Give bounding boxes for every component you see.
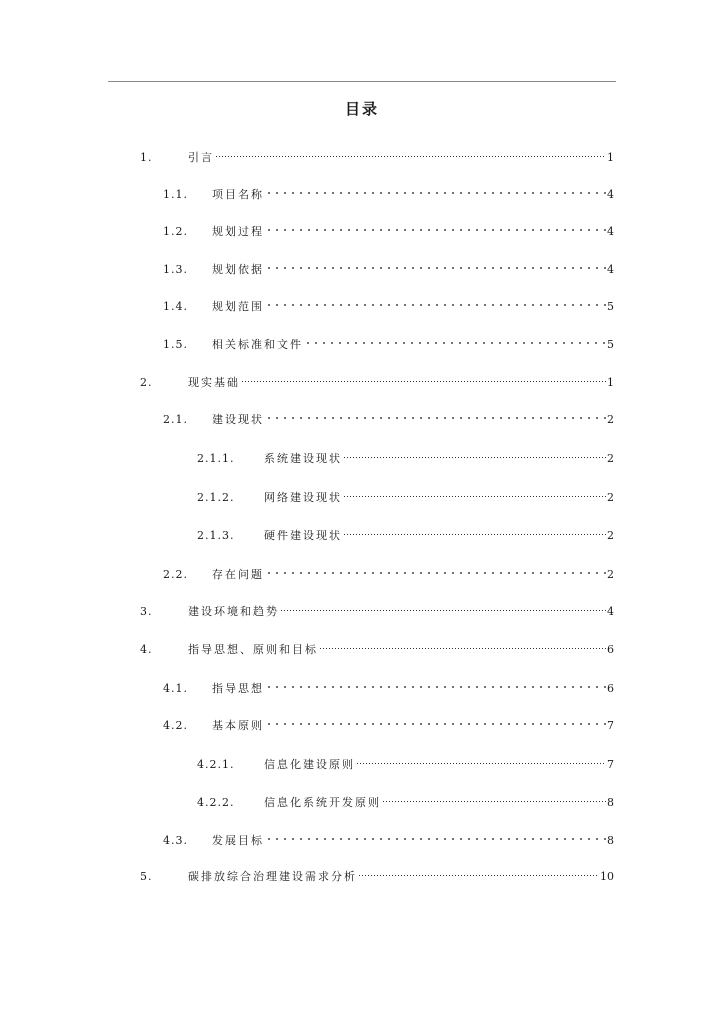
toc-entry-number: 2.1.2. bbox=[197, 491, 235, 504]
toc-entry[interactable] bbox=[163, 255, 614, 276]
toc-entry-number: 5. bbox=[140, 870, 153, 883]
dot-leader bbox=[265, 560, 606, 578]
toc-entry-label: 现实基础 bbox=[188, 376, 240, 389]
toc-entry[interactable] bbox=[163, 560, 614, 581]
toc-entry-number: 1.1. bbox=[163, 188, 188, 201]
toc-entry-page: 2 bbox=[607, 568, 614, 581]
toc-entry-label: 基本原则 bbox=[212, 719, 264, 732]
dot-leader bbox=[265, 711, 606, 729]
toc-entry-page: 2 bbox=[607, 529, 614, 542]
toc-entry-label: 引言 bbox=[188, 151, 214, 164]
toc-entry-page: 4 bbox=[607, 263, 614, 276]
toc-entry-number: 4.2.1. bbox=[197, 758, 235, 771]
toc-entry-label: 相关标准和文件 bbox=[212, 338, 303, 351]
toc-entry-label: 建设环境和趋势 bbox=[188, 605, 279, 618]
toc-entry-label: 指导思想 bbox=[212, 682, 264, 695]
toc-entry-number: 1.3. bbox=[163, 263, 188, 276]
dot-leader bbox=[356, 750, 606, 768]
dot-leader bbox=[265, 180, 606, 198]
toc-entry[interactable] bbox=[163, 217, 614, 238]
toc-entry-number: 4.3. bbox=[163, 834, 188, 847]
toc-entry-page: 7 bbox=[607, 758, 614, 771]
toc-entry-page: 10 bbox=[600, 870, 614, 883]
toc-entry-number: 2.2. bbox=[163, 568, 188, 581]
toc-entry-page: 5 bbox=[607, 338, 614, 351]
dot-leader bbox=[343, 521, 606, 539]
toc-entry[interactable] bbox=[163, 330, 614, 351]
toc-entry-number: 3. bbox=[140, 605, 153, 618]
dot-leader bbox=[382, 788, 606, 806]
toc-entry-number: 2. bbox=[140, 376, 153, 389]
toc-entry-page: 2 bbox=[607, 413, 614, 426]
toc-entry[interactable] bbox=[197, 483, 614, 504]
dot-leader bbox=[215, 143, 606, 161]
dot-leader bbox=[265, 217, 606, 235]
toc-entry[interactable] bbox=[140, 635, 614, 656]
toc-entry-page: 8 bbox=[607, 796, 614, 809]
dot-leader bbox=[265, 674, 606, 692]
toc-entry-label: 规划依据 bbox=[212, 263, 264, 276]
toc-entry[interactable] bbox=[140, 368, 614, 389]
toc-entry-label: 发展目标 bbox=[212, 834, 264, 847]
toc-entry-page: 4 bbox=[607, 188, 614, 201]
toc-entry[interactable] bbox=[140, 143, 614, 164]
dot-leader bbox=[280, 597, 606, 615]
toc-entry-page: 4 bbox=[607, 605, 614, 618]
toc-entry-label: 信息化建设原则 bbox=[264, 758, 355, 771]
toc-entry-number: 1.5. bbox=[163, 338, 188, 351]
toc-entry-label: 信息化系统开发原则 bbox=[264, 796, 381, 809]
toc-entry-label: 指导思想、原则和目标 bbox=[188, 643, 318, 656]
toc-entry[interactable] bbox=[197, 750, 614, 771]
toc-entry-label: 规划过程 bbox=[212, 225, 264, 238]
dot-leader bbox=[358, 862, 599, 880]
toc-entry-page: 4 bbox=[607, 225, 614, 238]
toc-entry-label: 存在问题 bbox=[212, 568, 264, 581]
dot-leader bbox=[265, 405, 606, 423]
toc-entry-label: 碳排放综合治理建设需求分析 bbox=[188, 870, 357, 883]
toc-entry[interactable] bbox=[197, 444, 614, 465]
toc-entry-page: 7 bbox=[607, 719, 614, 732]
toc-entry[interactable] bbox=[140, 597, 614, 618]
toc-entry-label: 硬件建设现状 bbox=[264, 529, 342, 542]
toc-entry-page: 6 bbox=[607, 682, 614, 695]
dot-leader bbox=[304, 330, 606, 348]
dot-leader bbox=[319, 635, 606, 653]
toc-entry-number: 4.2. bbox=[163, 719, 188, 732]
toc-entry-number: 4.2.2. bbox=[197, 796, 235, 809]
dot-leader bbox=[265, 255, 606, 273]
toc-entry[interactable] bbox=[163, 826, 614, 847]
toc-entry-number: 4. bbox=[140, 643, 153, 656]
dot-leader bbox=[241, 368, 606, 386]
toc-entry-page: 1 bbox=[607, 376, 614, 389]
dot-leader bbox=[265, 826, 606, 844]
toc-entry-label: 系统建设现状 bbox=[264, 452, 342, 465]
toc-entry[interactable] bbox=[140, 862, 614, 883]
toc-entry-page: 6 bbox=[607, 643, 614, 656]
toc-entry[interactable] bbox=[197, 521, 614, 542]
toc-entry-label: 规划范围 bbox=[212, 300, 264, 313]
toc-entry[interactable] bbox=[163, 292, 614, 313]
toc-entry[interactable] bbox=[197, 788, 614, 809]
toc-title: 目录 bbox=[344, 100, 379, 118]
toc-entry-number: 1. bbox=[140, 151, 153, 164]
dot-leader bbox=[343, 444, 606, 462]
toc-entry[interactable] bbox=[163, 711, 614, 732]
toc-entry-page: 8 bbox=[607, 834, 614, 847]
toc-entry-page: 2 bbox=[607, 491, 614, 504]
toc-entry[interactable] bbox=[163, 180, 614, 201]
toc-entry-number: 2.1. bbox=[163, 413, 188, 426]
dot-leader bbox=[265, 292, 606, 310]
toc-entry-number: 1.2. bbox=[163, 225, 188, 238]
toc-entry-label: 项目名称 bbox=[212, 188, 264, 201]
dot-leader bbox=[343, 483, 606, 501]
toc-entry-page: 1 bbox=[607, 151, 614, 164]
toc-entry[interactable] bbox=[163, 405, 614, 426]
toc-entry-number: 2.1.1. bbox=[197, 452, 235, 465]
toc-entry-label: 建设现状 bbox=[212, 413, 264, 426]
toc-entry-number: 2.1.3. bbox=[197, 529, 235, 542]
toc-entry-number: 1.4. bbox=[163, 300, 188, 313]
toc-entry[interactable] bbox=[163, 674, 614, 695]
toc-entry-label: 网络建设现状 bbox=[264, 491, 342, 504]
toc-entry-page: 2 bbox=[607, 452, 614, 465]
toc-entry-page: 5 bbox=[607, 300, 614, 313]
toc-entry-number: 4.1. bbox=[163, 682, 188, 695]
